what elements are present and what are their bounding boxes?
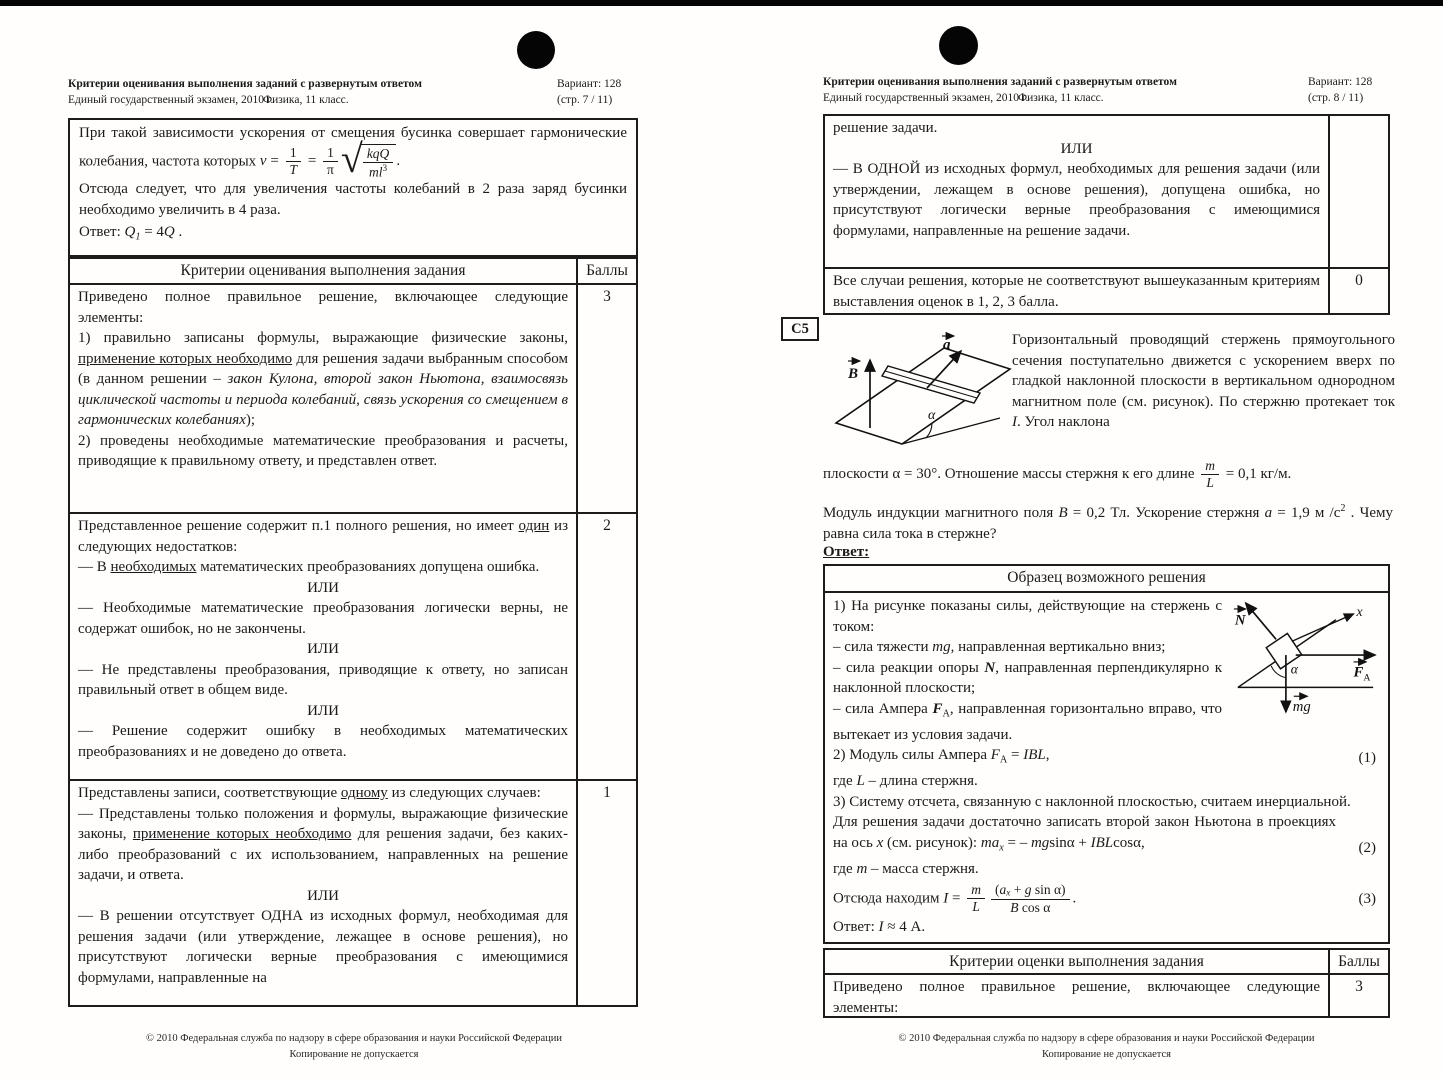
text-run: x [1006, 887, 1011, 898]
text-run: — Решение содержит ошибку в необходимых математических преобразованиях и не доведено до ответа. [78, 723, 568, 760]
c5-problem-text [1012, 330, 1395, 433]
text-run: – длина стержня. [864, 773, 978, 790]
text-run: Для решения задачи достаточно записать второй закон Ньютона в проекциях на ось [833, 814, 1336, 851]
text-run: из следующих случаев: [387, 785, 541, 801]
equation-1-note [833, 771, 1380, 792]
frequency-formula: ν = $\frac{1}{T}$ = $\frac{1}{\pi}$ √ $\frac{\text{kqQ}}{ml^3}$ . [259, 136, 401, 182]
text-run: Горизонтальный проводящий стержень прямоугольного сечения поступательно движется с ускорением вверх по гладкой наклонной плоскости в вертикальном однородном магнитном поле (см. рисунок). По стержню протекает ток [1012, 332, 1395, 410]
svg-text:α: α [928, 408, 936, 423]
solution-answer-line [833, 917, 1380, 938]
score-value: 2 [576, 514, 636, 779]
text-block [78, 639, 568, 660]
text-run: где [833, 773, 857, 790]
text-block [833, 118, 1320, 139]
text-run: . [174, 224, 183, 241]
text-run: . Угол наклона [1017, 414, 1110, 430]
solution-step-3 [833, 792, 1380, 813]
text-run: один [518, 518, 550, 534]
task-label-c5: С5 [781, 317, 819, 341]
sample-solution-header: Образец возможного решения [1007, 569, 1206, 586]
text-run: При такой зависимости ускорения от смещения бусинка совершает гармонические колебания, частота которых [79, 125, 627, 169]
subject-line: Физика, 11 класс. [263, 94, 349, 106]
text-run: L [856, 773, 865, 790]
mass-per-length-fraction: $\frac{m}{L}$ [1201, 459, 1219, 490]
equation-2-line [833, 812, 1380, 859]
svg-text:N: N [1234, 612, 1246, 629]
text-run: I [1012, 414, 1017, 430]
text-block [833, 977, 1320, 1016]
force-diagram-figure [1230, 594, 1382, 722]
text-run: Q [163, 224, 175, 241]
text-block [78, 804, 568, 886]
page-footer: © 2010 Федеральная служба по надзору в сфере образования и науки Российской Федерации Копирование не допускается [898, 1033, 1315, 1060]
text-run: F [990, 747, 1000, 764]
page-title: Критерии оценивания выполнения заданий с развернутым ответом [823, 76, 1177, 88]
text-run: одному [340, 785, 388, 801]
equation-2-note [833, 859, 1380, 880]
text-run: 2) проведены необходимые математические преобразования и расчеты, приводящие к правильному ответу, и представлен ответ. [78, 432, 568, 469]
text-run: a [999, 881, 1007, 897]
text-block [78, 721, 568, 762]
text-run: + [1010, 881, 1025, 897]
criteria-header: Критерии оценки выполнения задания [949, 953, 1204, 970]
text-run: ); [245, 412, 256, 428]
text-run: cosα, [1113, 834, 1145, 851]
text-block [78, 906, 568, 988]
text-run: – масса стержня. [867, 861, 979, 878]
text-run: IBL [1090, 834, 1114, 851]
svg-text:a: a [943, 337, 951, 353]
score-header: Баллы [1328, 950, 1388, 973]
text-run: , направленная перпендикулярно к наклонной плоскости; [833, 659, 1222, 696]
solution-paragraph [79, 123, 627, 182]
equation-3: Отсюда находим I = $\frac{m}{L}$ $\frac{\text{(ax + g sin α)}}{\text{B cos α}}$ . (3) [833, 881, 1376, 915]
criteria-row-3 [70, 283, 636, 512]
text-run: , направленная горизонтально вправо, что вытекает из условия задачи. [833, 700, 1223, 743]
criteria-c5-row-3 [825, 973, 1388, 1016]
text-run: где [833, 861, 857, 878]
text-run: = 1,9 м /с [1272, 505, 1341, 521]
svg-text:А: А [1363, 672, 1371, 684]
text-run: = – [1003, 834, 1031, 851]
text-run: Модуль индукции магнитного поля [823, 505, 1059, 521]
criteria-row-1-continued [825, 116, 1388, 267]
text-block [833, 139, 1320, 160]
text-run: 1) На рисунке показаны силы, действующие на стержень с током: [833, 598, 1222, 635]
text-run: ( [995, 881, 1000, 897]
text-run: sin α) [1031, 881, 1066, 897]
text-block [78, 431, 568, 472]
punch-hole-left [517, 31, 555, 69]
criteria-table-header-row [70, 259, 636, 283]
text-run: x [999, 842, 1004, 854]
text-run: Приведено полное правильное решение, включающее следующие элементы: [833, 979, 1320, 1016]
text-block [833, 271, 1320, 312]
criteria-table-continued [823, 114, 1390, 315]
text-block [833, 159, 1320, 241]
text-run: (см. рисунок): [883, 834, 981, 851]
c5-problem-line-alpha: плоскости α = 30°. Отношение массы стержня к его длине $\frac{m}{L}$ = 0,1 кг/м. [823, 458, 1292, 491]
text-run: необходимых [110, 559, 197, 575]
text-run: B [1010, 899, 1019, 915]
sample-solution-table [823, 564, 1390, 944]
text-run: a [1264, 505, 1273, 521]
text-run: ≈ 4 А. [883, 919, 926, 936]
text-run: mg [1030, 834, 1050, 851]
text-run: ИЛИ [1060, 140, 1093, 157]
text-block [78, 328, 568, 431]
text-run: , [1045, 747, 1050, 764]
score-value: 1 [576, 781, 636, 1005]
text-run: B [1058, 505, 1068, 521]
text-run: для решения задачи выбранным способом (в данном решении – [78, 350, 568, 387]
text-run: F [932, 700, 943, 717]
sample-solution-header-row [825, 566, 1388, 591]
text-run: — В ОДНОЙ из исходных формул, необходимых для решения задачи (или утверждении, лежащем в основе решения), допущена ошибка, но присутствуют логически верные преобразования с имеющимися формулами, направленные на решение задачи. [833, 161, 1320, 239]
text-run: ma [980, 834, 1000, 851]
criteria-c5-header-row [825, 950, 1388, 973]
svg-text:x: x [1356, 603, 1363, 619]
page-number: (стр. 7 / 11) [557, 94, 613, 106]
text-run: = 0,2 Тл. Ускорение стержня [1067, 505, 1265, 521]
page-title: Критерии оценивания выполнения заданий с развернутым ответом [68, 78, 422, 90]
text-run: ИЛИ [307, 579, 339, 596]
score-value [1328, 116, 1388, 267]
answer-line [79, 222, 627, 248]
incline-plane-outline [836, 348, 1010, 444]
text-run: ИЛИ [307, 702, 339, 719]
criteria-row-2 [70, 512, 636, 779]
text-run: — Необходимые математические преобразования логически верны, не содержат ошибок, но не закончены. [78, 600, 568, 637]
text-run: 3) Систему отсчета, связанную с наклонной плоскостью, считаем инерциальной. [833, 793, 1351, 810]
text-run: Представленное решение содержит п.1 полного решения, но имеет [78, 518, 519, 534]
solution-continuation-box [68, 118, 638, 257]
inclined-plane-figure [826, 330, 1016, 456]
text-run: N [984, 659, 996, 676]
text-run: Q [124, 224, 136, 241]
text-block [78, 578, 568, 599]
incline-angle-mark [902, 408, 1000, 444]
answer-prompt: Ответ: [823, 544, 870, 560]
text-run: – сила реакции опоры [833, 659, 985, 676]
text-run: g [1024, 881, 1032, 897]
text-run: — В [78, 559, 111, 575]
text-run: математических преобразованиях допущена ошибка. [196, 559, 540, 575]
criteria-table-c5 [823, 948, 1390, 1018]
b-field-vector-arrow [847, 360, 870, 428]
text-run: 1) правильно записаны формулы, выражающие физические законы, [78, 330, 568, 346]
text-run: для решения задачи, без каких-либо преобразований с их использованием, направленных на решение задачи, и ответа. [78, 826, 568, 883]
svg-text:α: α [1290, 661, 1299, 677]
score-value: 0 [1328, 269, 1388, 313]
gravity-force-arrow [1286, 655, 1311, 715]
equation-2-number: (2) [1358, 839, 1376, 856]
text-run: — В решении отсутствует ОДНА из исходных формул, необходимая для решения задачи (или утверждение, лежащее в основе решения), но присутствуют логически верные преобразования с имеющимися формулами, направленные на [78, 908, 568, 986]
text-run: – сила тяжести [833, 639, 933, 655]
text-block [78, 598, 568, 639]
text-block [78, 516, 568, 557]
text-run: m [856, 861, 868, 878]
page-number: (стр. 8 / 11) [1308, 92, 1364, 104]
text-block [78, 783, 568, 804]
subject-line: Физика, 11 класс. [1018, 92, 1104, 104]
text-run: Ответ: [79, 224, 125, 241]
text-run: — Представлены только положения и формулы, выражающие физические законы, [78, 805, 568, 842]
text-run: , направленная вертикально вниз; [950, 639, 1166, 655]
text-run: 2) Модуль силы Ампера [833, 747, 991, 764]
criteria-header: Критерии оценивания выполнения задания [180, 262, 466, 279]
text-run: sinα + [1049, 834, 1091, 851]
text-run: ИЛИ [307, 641, 339, 657]
text-run: mg [932, 639, 951, 655]
text-block [78, 886, 568, 907]
variant-label: Вариант: 128 [1308, 76, 1373, 88]
score-value: 3 [576, 285, 636, 512]
score-value: 3 [1328, 975, 1388, 1016]
variant-label: Вариант: 128 [557, 78, 622, 90]
text-run: А [999, 754, 1008, 766]
text-run: 1 [135, 232, 141, 244]
text-run: А [942, 708, 950, 720]
solution-paragraph: Отсюда следует, что для увеличения частоты колебаний в 2 раза заряд бусинки необходимо увеличить в 4 раза. [79, 181, 627, 218]
text-run: — Не представлены преобразования, приводящие к ответу, но записан правильный ответ в общем виде. [78, 661, 568, 698]
text-run: применение которых необходимо [132, 826, 352, 842]
svg-text:mg: mg [1292, 698, 1311, 715]
text-block [78, 287, 568, 328]
x-axis-arrow [1292, 604, 1363, 641]
text-run: . Чему равна сила тока в стержне? [823, 505, 1393, 542]
text-run: x [876, 834, 884, 851]
criteria-table [68, 257, 638, 1007]
text-run: 2 [1340, 503, 1346, 514]
text-run: – сила Ампера [833, 700, 933, 717]
text-run: решение задачи. [833, 120, 938, 136]
page-footer: © 2010 Федеральная служба по надзору в сфере образования и науки Российской Федерации Копирование не допускается [145, 1033, 563, 1060]
text-run: Приведено полное правильное решение, включающее следующие элементы: [78, 289, 568, 326]
exam-line: Единый государственный экзамен, 2010 г. [68, 94, 274, 106]
text-run: = [1007, 747, 1024, 764]
equation-1: 2) Модуль силы Ампера $F_А$ = IBL, (1) [833, 747, 1376, 767]
text-run: I [878, 919, 884, 936]
punch-hole-right [939, 26, 978, 65]
text-run: из следующих недостатков: [78, 518, 569, 555]
criteria-row-0 [825, 267, 1388, 313]
score-header: Баллы [576, 259, 636, 283]
scan-edge-bar [0, 0, 1443, 6]
svg-text:F: F [1353, 664, 1364, 681]
text-run: ИЛИ [307, 887, 339, 904]
criteria-row-1 [70, 779, 636, 1005]
text-block [78, 660, 568, 701]
text-run: Все случаи решения, которые не соответствуют вышеуказанным критериям выставления оценок в 1, 2, 3 балла. [833, 273, 1320, 310]
text-run: cos α [1018, 899, 1051, 915]
text-run: Представлены записи, соответствующие [78, 785, 341, 801]
text-run: IBL [1023, 747, 1046, 764]
normal-force-arrow [1234, 603, 1276, 639]
exam-line: Единый государственный экзамен, 2010 г. [823, 92, 1029, 104]
text-run: = 4 [140, 224, 164, 241]
svg-text:B: B [848, 366, 859, 382]
text-block [78, 701, 568, 722]
text-run: Ответ: [833, 919, 879, 936]
c5-problem-line-b [823, 499, 1393, 544]
text-run: закон Кулона, второй закон Ньютона, взаимосвязь циклической частоты и периода колебаний, связь ускорения со смещением в гармонических колебаниях [78, 371, 568, 428]
ampere-force-arrow [1296, 655, 1375, 683]
text-run: применение которых необходимо [78, 350, 293, 367]
text-block [78, 557, 568, 578]
sample-solution-body [825, 593, 1388, 942]
